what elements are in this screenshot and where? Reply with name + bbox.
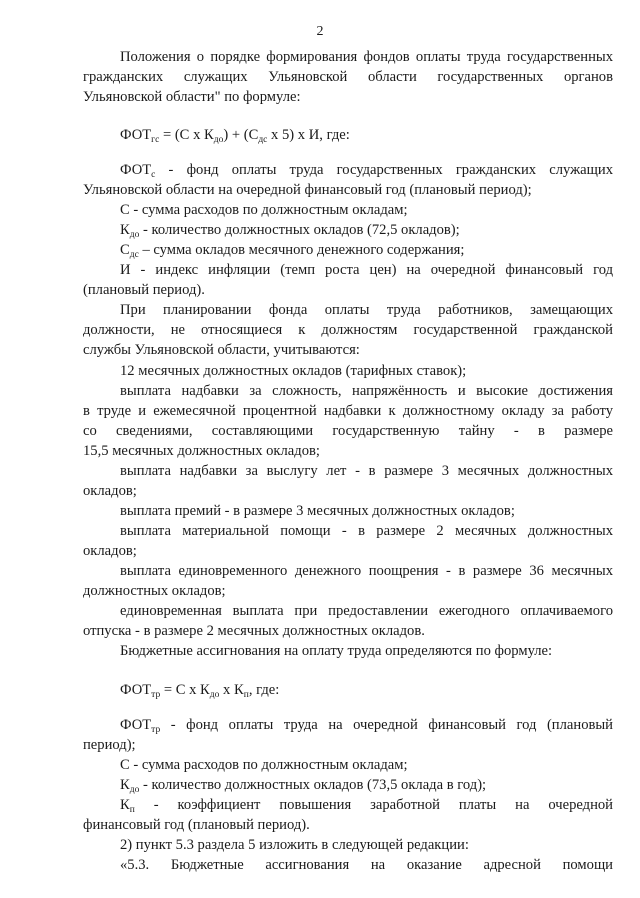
text-line	[120, 521, 613, 541]
text-line	[83, 735, 613, 755]
text-run: - количество должностных окладов (73,5 оклада в год);	[139, 777, 487, 793]
text-run: (плановый период).	[83, 282, 205, 298]
text-run: К	[120, 797, 130, 813]
text-line	[83, 320, 613, 340]
text-run: 12 месячных должностных окладов (тарифных ставок);	[120, 363, 467, 379]
text-run: выплата надбавки за выслугу лет - в размере 3 месячных должностных	[120, 463, 613, 479]
text-line	[83, 340, 613, 360]
text-line	[120, 835, 613, 855]
text-line	[120, 300, 613, 320]
text-line	[120, 601, 613, 621]
text-run: – сумма окладов месячного денежного содержания;	[138, 242, 465, 258]
text-run: Ульяновской области" по формуле:	[83, 89, 301, 105]
text-line	[120, 775, 613, 795]
text-run: период);	[83, 737, 136, 753]
text-run: 2) пункт 5.3 раздела 5 изложить в следующей редакции:	[120, 837, 469, 853]
subscript: дс	[258, 135, 268, 145]
text-run: И - индекс инфляции (темп роста цен) на очередной финансовый год	[120, 262, 613, 278]
text-run: К	[120, 222, 130, 238]
text-line	[120, 855, 613, 875]
subscript: до	[129, 785, 140, 795]
text-run: С - сумма расходов по должностным окладам;	[120, 757, 408, 773]
text-line	[83, 180, 613, 200]
text-line	[120, 561, 613, 581]
text-line	[83, 67, 613, 87]
text-run: Ульяновской области на очередной финансовый год (плановый период);	[83, 182, 532, 198]
text-line	[83, 481, 613, 501]
text-run: - количество должностных окладов (72,5 окладов);	[139, 222, 460, 238]
text-run: С	[120, 242, 130, 258]
text-line	[83, 280, 613, 300]
text-line	[120, 715, 613, 735]
text-line	[120, 240, 613, 260]
text-line	[83, 541, 613, 561]
page-number: 2	[316, 24, 324, 39]
text-line	[120, 220, 613, 240]
text-run: «5.3. Бюджетные ассигнования на оказание адресной помощи	[120, 857, 613, 873]
subscript: до	[129, 230, 140, 240]
text-run: выплата материальной помощи - в размере 2 месячных должностных	[120, 523, 613, 539]
text-line	[120, 160, 613, 180]
text-run: = (С х К	[159, 127, 214, 143]
text-line	[83, 87, 613, 107]
text-run: выплата премий - в размере 3 месячных должностных окладов;	[120, 503, 515, 519]
text-line	[83, 581, 613, 601]
text-line	[120, 755, 613, 775]
text-run: ФОТ	[120, 127, 152, 143]
text-run: единовременная выплата при предоставлении ежегодного оплачиваемого	[120, 603, 613, 619]
text-run: 15,5 месячных должностных окладов;	[83, 443, 320, 459]
text-line	[83, 421, 613, 441]
formula-line	[120, 680, 640, 700]
text-run: окладов;	[83, 483, 137, 499]
text-run: должностных окладов;	[83, 583, 226, 599]
text-run: ) + (С	[223, 127, 259, 143]
text-line	[120, 461, 613, 481]
text-run: выплата надбавки за сложность, напряжённость и высокие достижения	[120, 383, 613, 399]
text-run: в труде и ежемесячной процентной надбавки к должностному окладу за работу	[83, 403, 613, 419]
subscript: тр	[151, 690, 161, 700]
text-run: х 5) х И, где:	[267, 127, 350, 143]
text-run: При планировании фонда оплаты труда работников, замещающих	[120, 302, 613, 318]
text-run: отпуска - в размере 2 месячных должностных окладов.	[83, 623, 425, 639]
subscript: п	[243, 690, 249, 700]
formula-line	[120, 125, 640, 145]
subscript: тр	[151, 725, 161, 735]
text-line	[120, 200, 613, 220]
text-run: - фонд оплаты труда государственных гражданских служащих	[155, 162, 613, 178]
text-run: = С х К	[160, 682, 210, 698]
text-line	[120, 47, 613, 67]
text-run: Бюджетные ассигнования на оплату труда определяются по формуле:	[120, 643, 553, 659]
text-run: ФОТ	[120, 162, 152, 178]
text-run: К	[120, 777, 130, 793]
text-line	[120, 641, 613, 661]
text-line	[83, 621, 613, 641]
text-line	[120, 795, 613, 815]
text-run: ФОТ	[120, 717, 152, 733]
subscript: гс	[151, 135, 160, 145]
text-run: ФОТ	[120, 682, 152, 698]
text-line	[120, 381, 613, 401]
text-line	[83, 401, 613, 421]
subscript: п	[129, 805, 135, 815]
text-run: С - сумма расходов по должностным окладам;	[120, 202, 408, 218]
text-line	[120, 501, 613, 521]
text-line	[120, 260, 613, 280]
text-run: выплата единовременного денежного поощрения - в размере 36 месячных	[120, 563, 613, 579]
text-run: финансовый год (плановый период).	[83, 817, 310, 833]
subscript: до	[213, 135, 224, 145]
subscript: дс	[129, 250, 139, 260]
subscript: с	[151, 170, 156, 180]
text-run: - коэффициент повышения заработной платы на очередной	[134, 797, 613, 813]
text-line	[120, 361, 613, 381]
text-line	[83, 815, 613, 835]
text-run: гражданских служащих Ульяновской области государственных органов	[83, 69, 613, 85]
text-run: окладов;	[83, 543, 137, 559]
text-run: должности, не относящиеся к должностям государственной гражданской	[83, 322, 613, 338]
text-run: - фонд оплаты труда на очередной финансовый год (плановый	[160, 717, 613, 733]
text-run: , где:	[248, 682, 280, 698]
text-line	[83, 441, 613, 461]
text-run: службы Ульяновской области, учитываются:	[83, 342, 360, 358]
text-run: со сведениями, составляющими государственную тайну - в размере	[83, 423, 613, 439]
text-run: Положения о порядке формирования фондов оплаты труда государственных	[120, 49, 613, 65]
subscript: до	[209, 690, 220, 700]
text-run: х К	[219, 682, 244, 698]
